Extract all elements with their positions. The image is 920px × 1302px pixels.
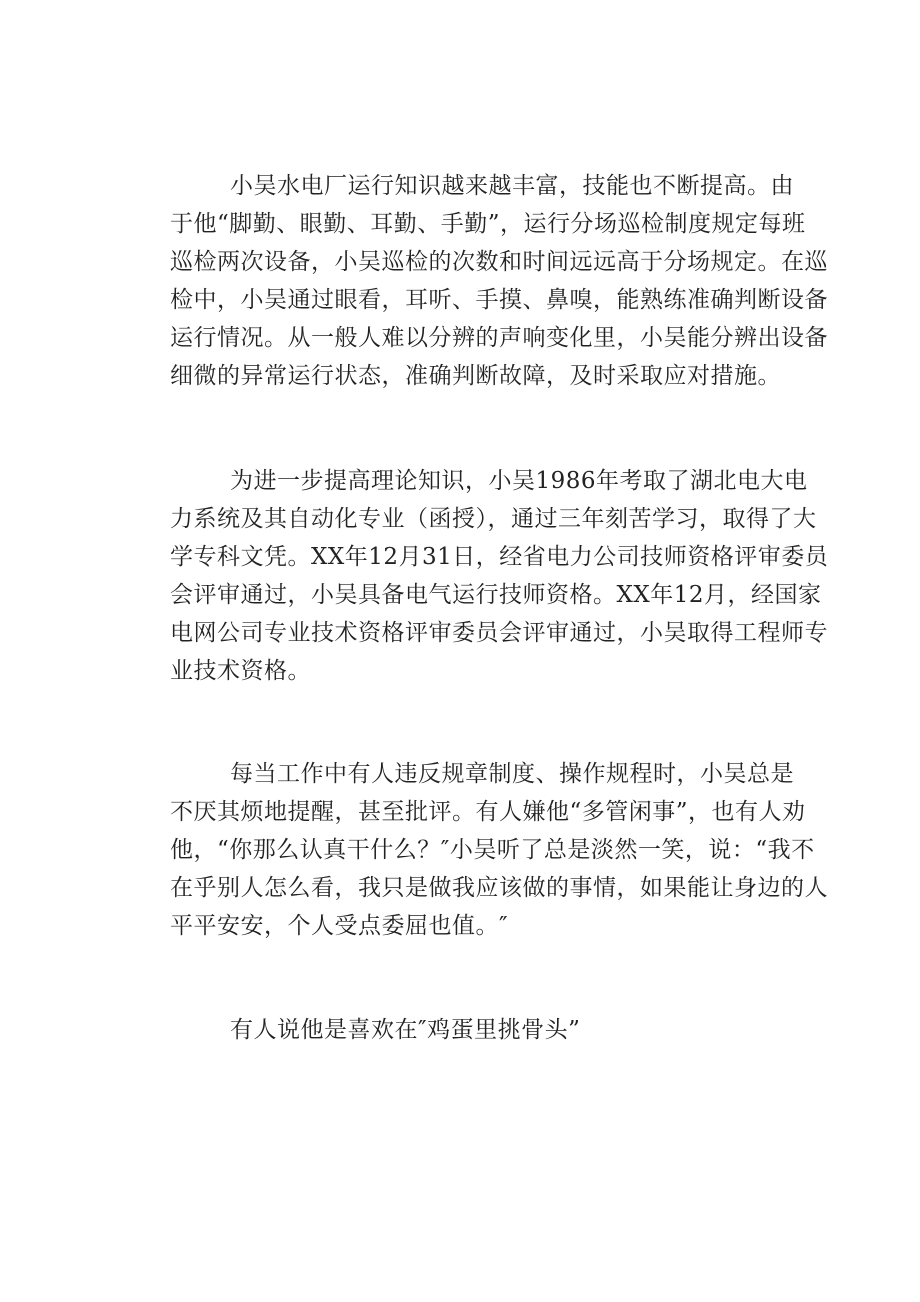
paragraph-line: 有人说他是喜欢在″鸡蛋里挑骨头” <box>230 1017 581 1043</box>
paragraph-line: 巡检两次设备，小吴巡检的次数和时间远远高于分场规定。在巡 <box>170 249 828 275</box>
paragraph-inspection <box>170 167 828 395</box>
paragraph-line: 细微的异常运行状态，准确判断故障，及时采取应对措施。 <box>170 363 781 389</box>
paragraph-line: 平平安安，个人受点委屈也值。″ <box>170 913 509 939</box>
paragraph-line: 每当工作中有人违反规章制度、操作规程时，小吴总是 <box>230 761 794 787</box>
paragraph-line: 他，“你那么认真干什么？″小吴听了总是淡然一笑，说：“我不 <box>170 837 815 863</box>
paragraph-line: 学专科文凭。XX年12月31日，经省电力公司技师资格评审委员 <box>170 544 829 570</box>
paragraph-line: 业技术资格。 <box>170 658 311 684</box>
paragraph-line: 不厌其烦地提醒，甚至批评。有人嫌他“多管闲事”，也有人劝 <box>170 799 806 825</box>
paragraph-rules <box>170 755 828 945</box>
paragraph-education <box>170 462 829 690</box>
paragraph-line: 电网公司专业技术资格评审委员会评审通过，小吴取得工程师专 <box>170 620 828 646</box>
paragraph-line: 力系统及其自动化专业（函授），通过三年刻苦学习，取得了大 <box>170 506 817 532</box>
paragraph-line: 于他“脚勤、眼勤、耳勤、手勤”，运行分场巡检制度规定每班 <box>170 211 806 237</box>
paragraph-line: 运行情况。从一般人难以分辨的声响变化里，小吴能分辨出设备 <box>170 325 828 351</box>
paragraph-line: 会评审通过，小吴具备电气运行技师资格。XX年12月，经国家 <box>170 582 822 608</box>
paragraph-line: 小吴水电厂运行知识越来越丰富，技能也不断提高。由 <box>230 173 794 199</box>
paragraph-line: 为进一步提高理论知识，小吴1986年考取了湖北电大电 <box>230 468 808 494</box>
paragraph-closing <box>170 1011 790 1049</box>
paragraph-line: 检中，小吴通过眼看，耳听、手摸、鼻嗅，能熟练准确判断设备 <box>170 287 828 313</box>
paragraph-line: 在乎别人怎么看，我只是做我应该做的事情，如果能让身边的人 <box>170 875 828 901</box>
